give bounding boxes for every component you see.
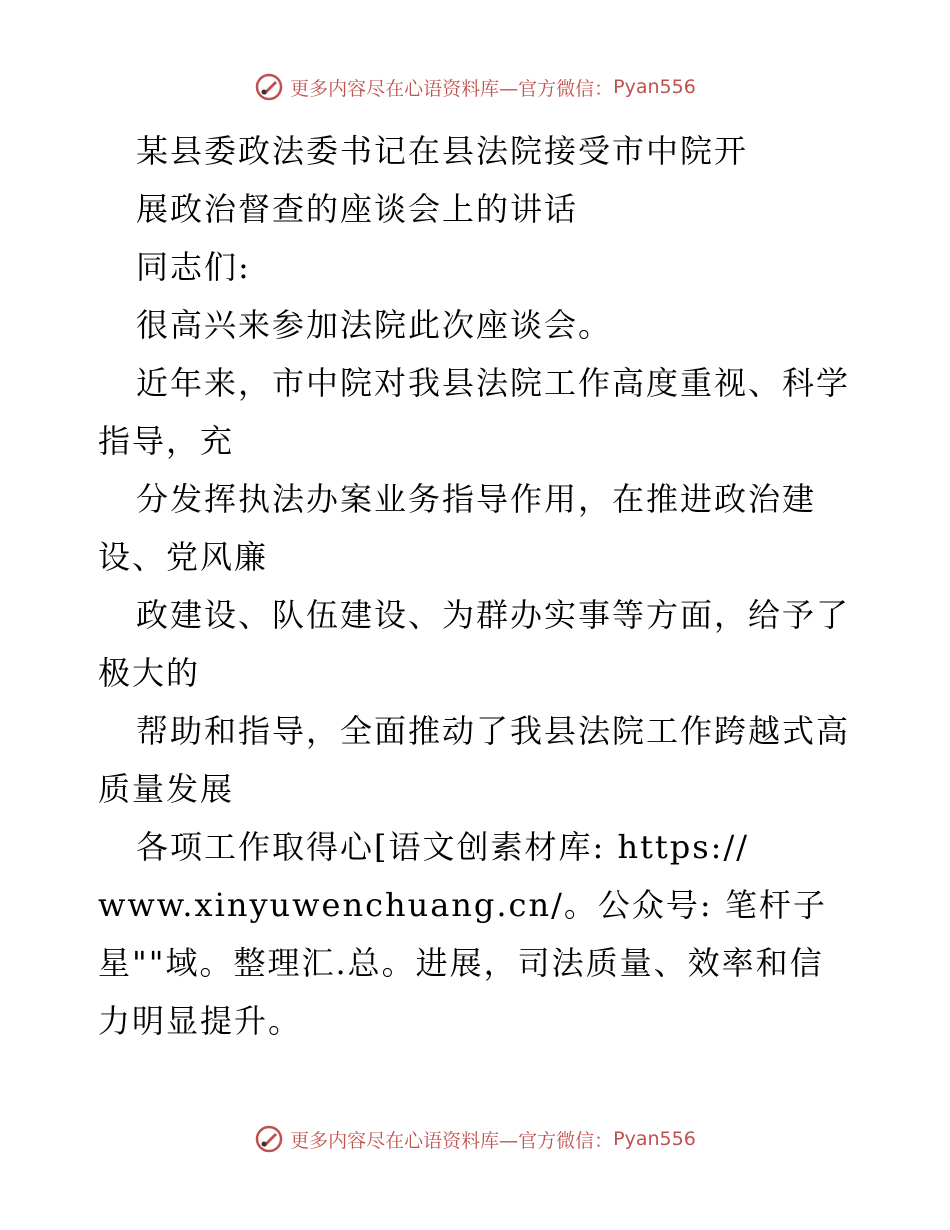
paragraph-line: 很高兴来参加法院此次座谈会。 [136,306,613,344]
watermark-wechat: Pyan556 [613,1128,696,1150]
paragraph-line: 分发挥执法办案业务指导作用，在推进政治建 [136,480,817,518]
paragraph-line: 质量发展 [98,770,235,808]
brush-logo-icon [254,1124,284,1154]
paragraph-line: 近年来，市中院对我县法院工作高度重视、科学 [136,364,851,402]
watermark-text: 更多内容尽在心语资料库—官方微信： [290,77,614,100]
watermark-footer [0,1124,950,1154]
paragraph-line: www.xinyuwenchuang.cn/。公众号: 笔杆子 [98,886,827,924]
paragraph-line: 指导，充 [98,422,235,460]
watermark-header [0,72,950,102]
document-body [98,122,868,1050]
paragraph-line: 设、党风廉 [98,538,269,576]
paragraph-line: 极大的 [98,654,201,692]
paragraph-line: 政建设、队伍建设、为群办实事等方面，给予了 [136,596,851,634]
watermark-text: 更多内容尽在心语资料库—官方微信： [290,1129,614,1152]
paragraph-line: 力明显提升。 [98,1002,303,1040]
watermark-wechat: Pyan556 [613,76,696,98]
brush-logo-icon [254,72,284,102]
paragraph-line: 帮助和指导，全面推动了我县法院工作跨越式高 [136,712,851,750]
paragraph-line: 各项工作取得心[语文创素材库: https:// [136,828,750,866]
paragraph-line: 星""域。整理汇.总。进展，司法质量、效率和信 [98,944,824,982]
title-line-2: 展政治督查的座谈会上的讲话 [136,190,579,228]
title-line-1: 某县委政法委书记在县法院接受市中院开 [136,132,749,170]
salutation: 同志们: [136,248,251,286]
